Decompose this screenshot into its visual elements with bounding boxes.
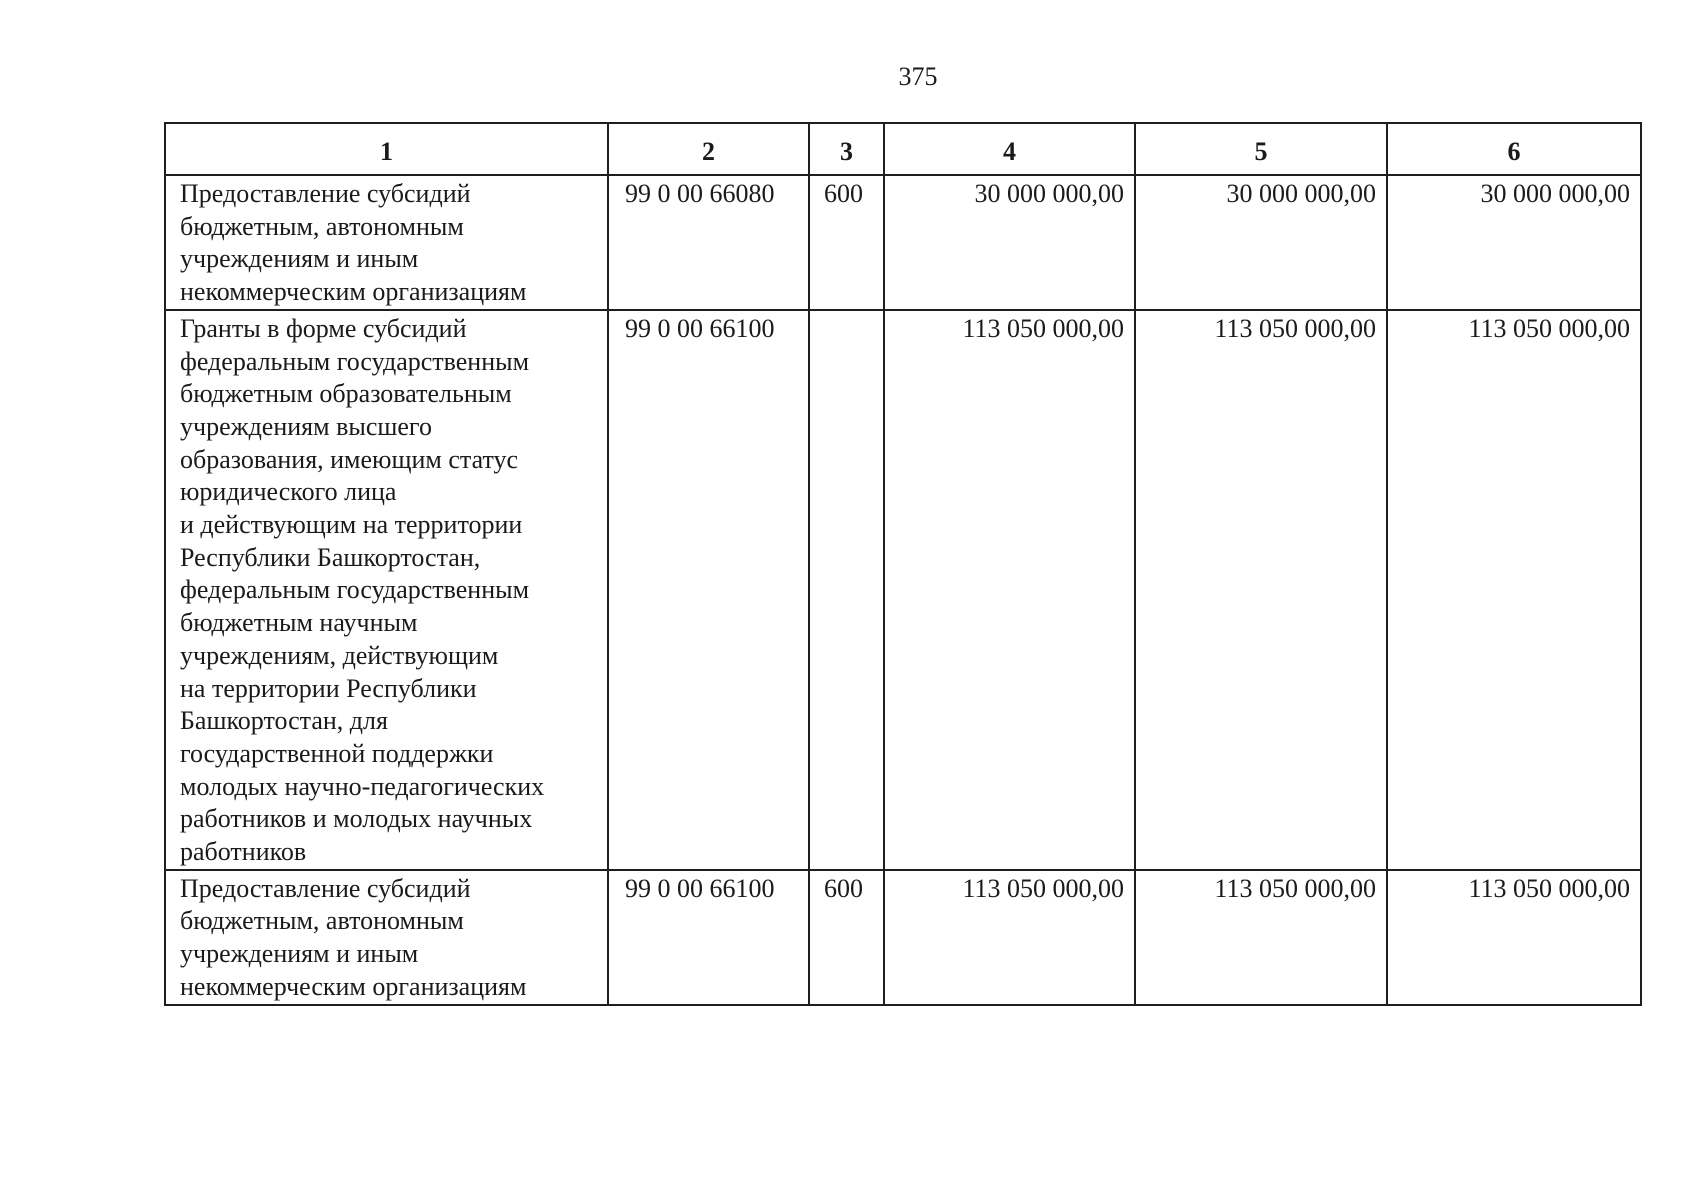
name-line: бюджетным научным — [180, 608, 418, 638]
table-row — [165, 870, 1641, 1005]
name-line: молодых научно-педагогических — [180, 771, 545, 801]
name-line: государственной поддержки — [180, 738, 494, 768]
name-line: федеральным государственным — [180, 575, 530, 605]
name-line: Башкортостан, для — [180, 706, 388, 736]
column-header-5: 5 — [1135, 123, 1387, 175]
name-line: учреждениям и иным — [180, 939, 419, 969]
row-sum-cell-3: 30 000 000,00 — [1387, 175, 1641, 310]
column-header-3: 3 — [809, 123, 884, 175]
column-header-2: 2 — [608, 123, 809, 175]
name-line: учреждениям высшего — [180, 411, 432, 441]
name-line: бюджетным, автономным — [180, 211, 464, 241]
table-row — [165, 175, 1641, 310]
table-header-row — [165, 123, 1641, 175]
row-name-cell — [165, 175, 608, 310]
name-line: некоммерческим организациям — [180, 971, 527, 1001]
name-line: Республики Башкортостан, — [180, 542, 481, 572]
name-line: юридического лица — [180, 477, 397, 507]
name-line: Гранты в форме субсидий — [180, 313, 467, 343]
row-sum-cell-2: 113 050 000,00 — [1135, 870, 1387, 1005]
name-line: работников — [180, 837, 307, 867]
name-line: и действующим на территории — [180, 510, 523, 540]
budget-table — [164, 122, 1642, 1006]
row-expense-type-cell: 600 — [809, 175, 884, 310]
column-header-6: 6 — [1387, 123, 1641, 175]
row-sum-cell-1: 30 000 000,00 — [884, 175, 1135, 310]
row-sum-cell-1: 113 050 000,00 — [884, 870, 1135, 1005]
row-sum-cell-2: 113 050 000,00 — [1135, 310, 1387, 870]
column-header-1: 1 — [165, 123, 608, 175]
row-expense-type-cell: 600 — [809, 870, 884, 1005]
row-sum-cell-3: 113 050 000,00 — [1387, 310, 1641, 870]
name-line: некоммерческим организациям — [180, 277, 527, 307]
name-line: работников и молодых научных — [180, 804, 533, 834]
row-code-cell: 99 0 00 66080 — [608, 175, 809, 310]
name-line: бюджетным образовательным — [180, 379, 512, 409]
name-line: бюджетным, автономным — [180, 906, 464, 936]
name-line: на территории Республики — [180, 673, 477, 703]
row-sum-cell-1: 113 050 000,00 — [884, 310, 1135, 870]
page-number: 375 — [898, 62, 938, 91]
name-line: Предоставление субсидий — [180, 179, 471, 208]
name-line: Предоставление субсидий — [180, 873, 471, 903]
row-sum-cell-3: 113 050 000,00 — [1387, 870, 1641, 1005]
name-line: федеральным государственным — [180, 346, 530, 376]
name-line: учреждениям и иным — [180, 244, 419, 274]
row-expense-type-cell — [809, 310, 884, 870]
column-header-4: 4 — [884, 123, 1135, 175]
row-name-cell — [165, 310, 608, 870]
row-code-cell: 99 0 00 66100 — [608, 870, 809, 1005]
row-code-cell: 99 0 00 66100 — [608, 310, 809, 870]
name-line: образования, имеющим статус — [180, 444, 519, 474]
table-row — [165, 310, 1641, 870]
name-line: учреждениям, действующим — [180, 640, 499, 670]
row-name-cell — [165, 870, 608, 1005]
row-sum-cell-2: 30 000 000,00 — [1135, 175, 1387, 310]
